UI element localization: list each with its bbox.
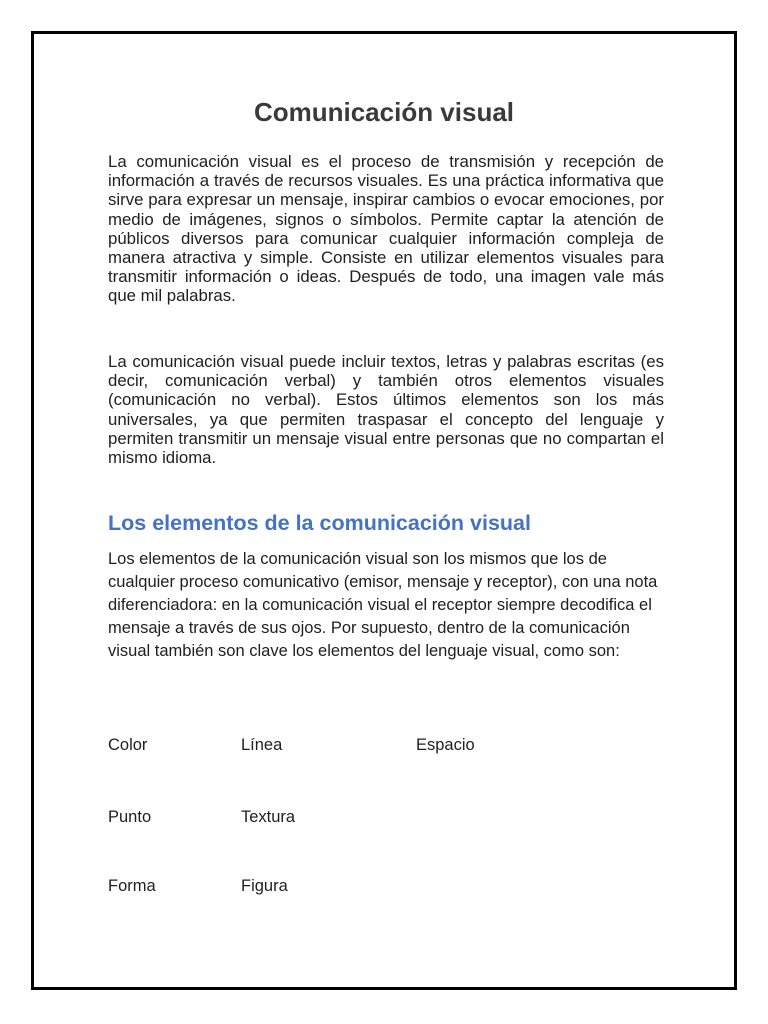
intro-paragraph: La comunicación visual es el proceso de transmisión y recepción de información a través de recursos visuales. Es una práctica informativa que sirve para expresar un mensaje, inspirar cambios o evocar emociones, por medio de imágenes, signos o símbolos. Permite captar la atención de públicos diversos para comunicar cualquier información compleja de manera atractiva y simple. Consiste en utilizar elementos visuales para transmitir información o ideas. Después de todo, una imagen vale más que mil palabras. <box>108 152 664 306</box>
second-paragraph: La comunicación visual puede incluir textos, letras y palabras escritas (es decir, comunicación verbal) y también otros elementos visuales (comunicación no verbal). Estos últimos elementos son los más universales, ya que permiten traspasar el concepto del lenguaje y permiten transmitir un mensaje visual entre personas que no compartan el mismo idioma. <box>108 352 664 468</box>
element-color: Color <box>108 736 148 754</box>
element-forma: Forma <box>108 877 156 895</box>
section-heading: Los elementos de la comunicación visual <box>108 511 531 535</box>
element-figura: Figura <box>241 877 288 895</box>
elements-paragraph: Los elementos de la comunicación visual son los mismos que los de cualquier proceso comunicativo (emisor, mensaje y receptor), con una nota diferenciadora: en la comunicación visual el receptor siempre decodifica el mensaje a través de sus ojos. Por supuesto, dentro de la comunicación visual también son clave los elementos del lenguaje visual, como son: <box>108 550 658 660</box>
element-textura: Textura <box>241 808 296 826</box>
element-linea: Línea <box>241 736 283 754</box>
document-page <box>31 31 737 990</box>
visual-elements-list <box>108 735 528 905</box>
element-punto: Punto <box>108 808 152 826</box>
document-title: Comunicación visual <box>253 97 515 127</box>
element-espacio: Espacio <box>416 736 475 754</box>
